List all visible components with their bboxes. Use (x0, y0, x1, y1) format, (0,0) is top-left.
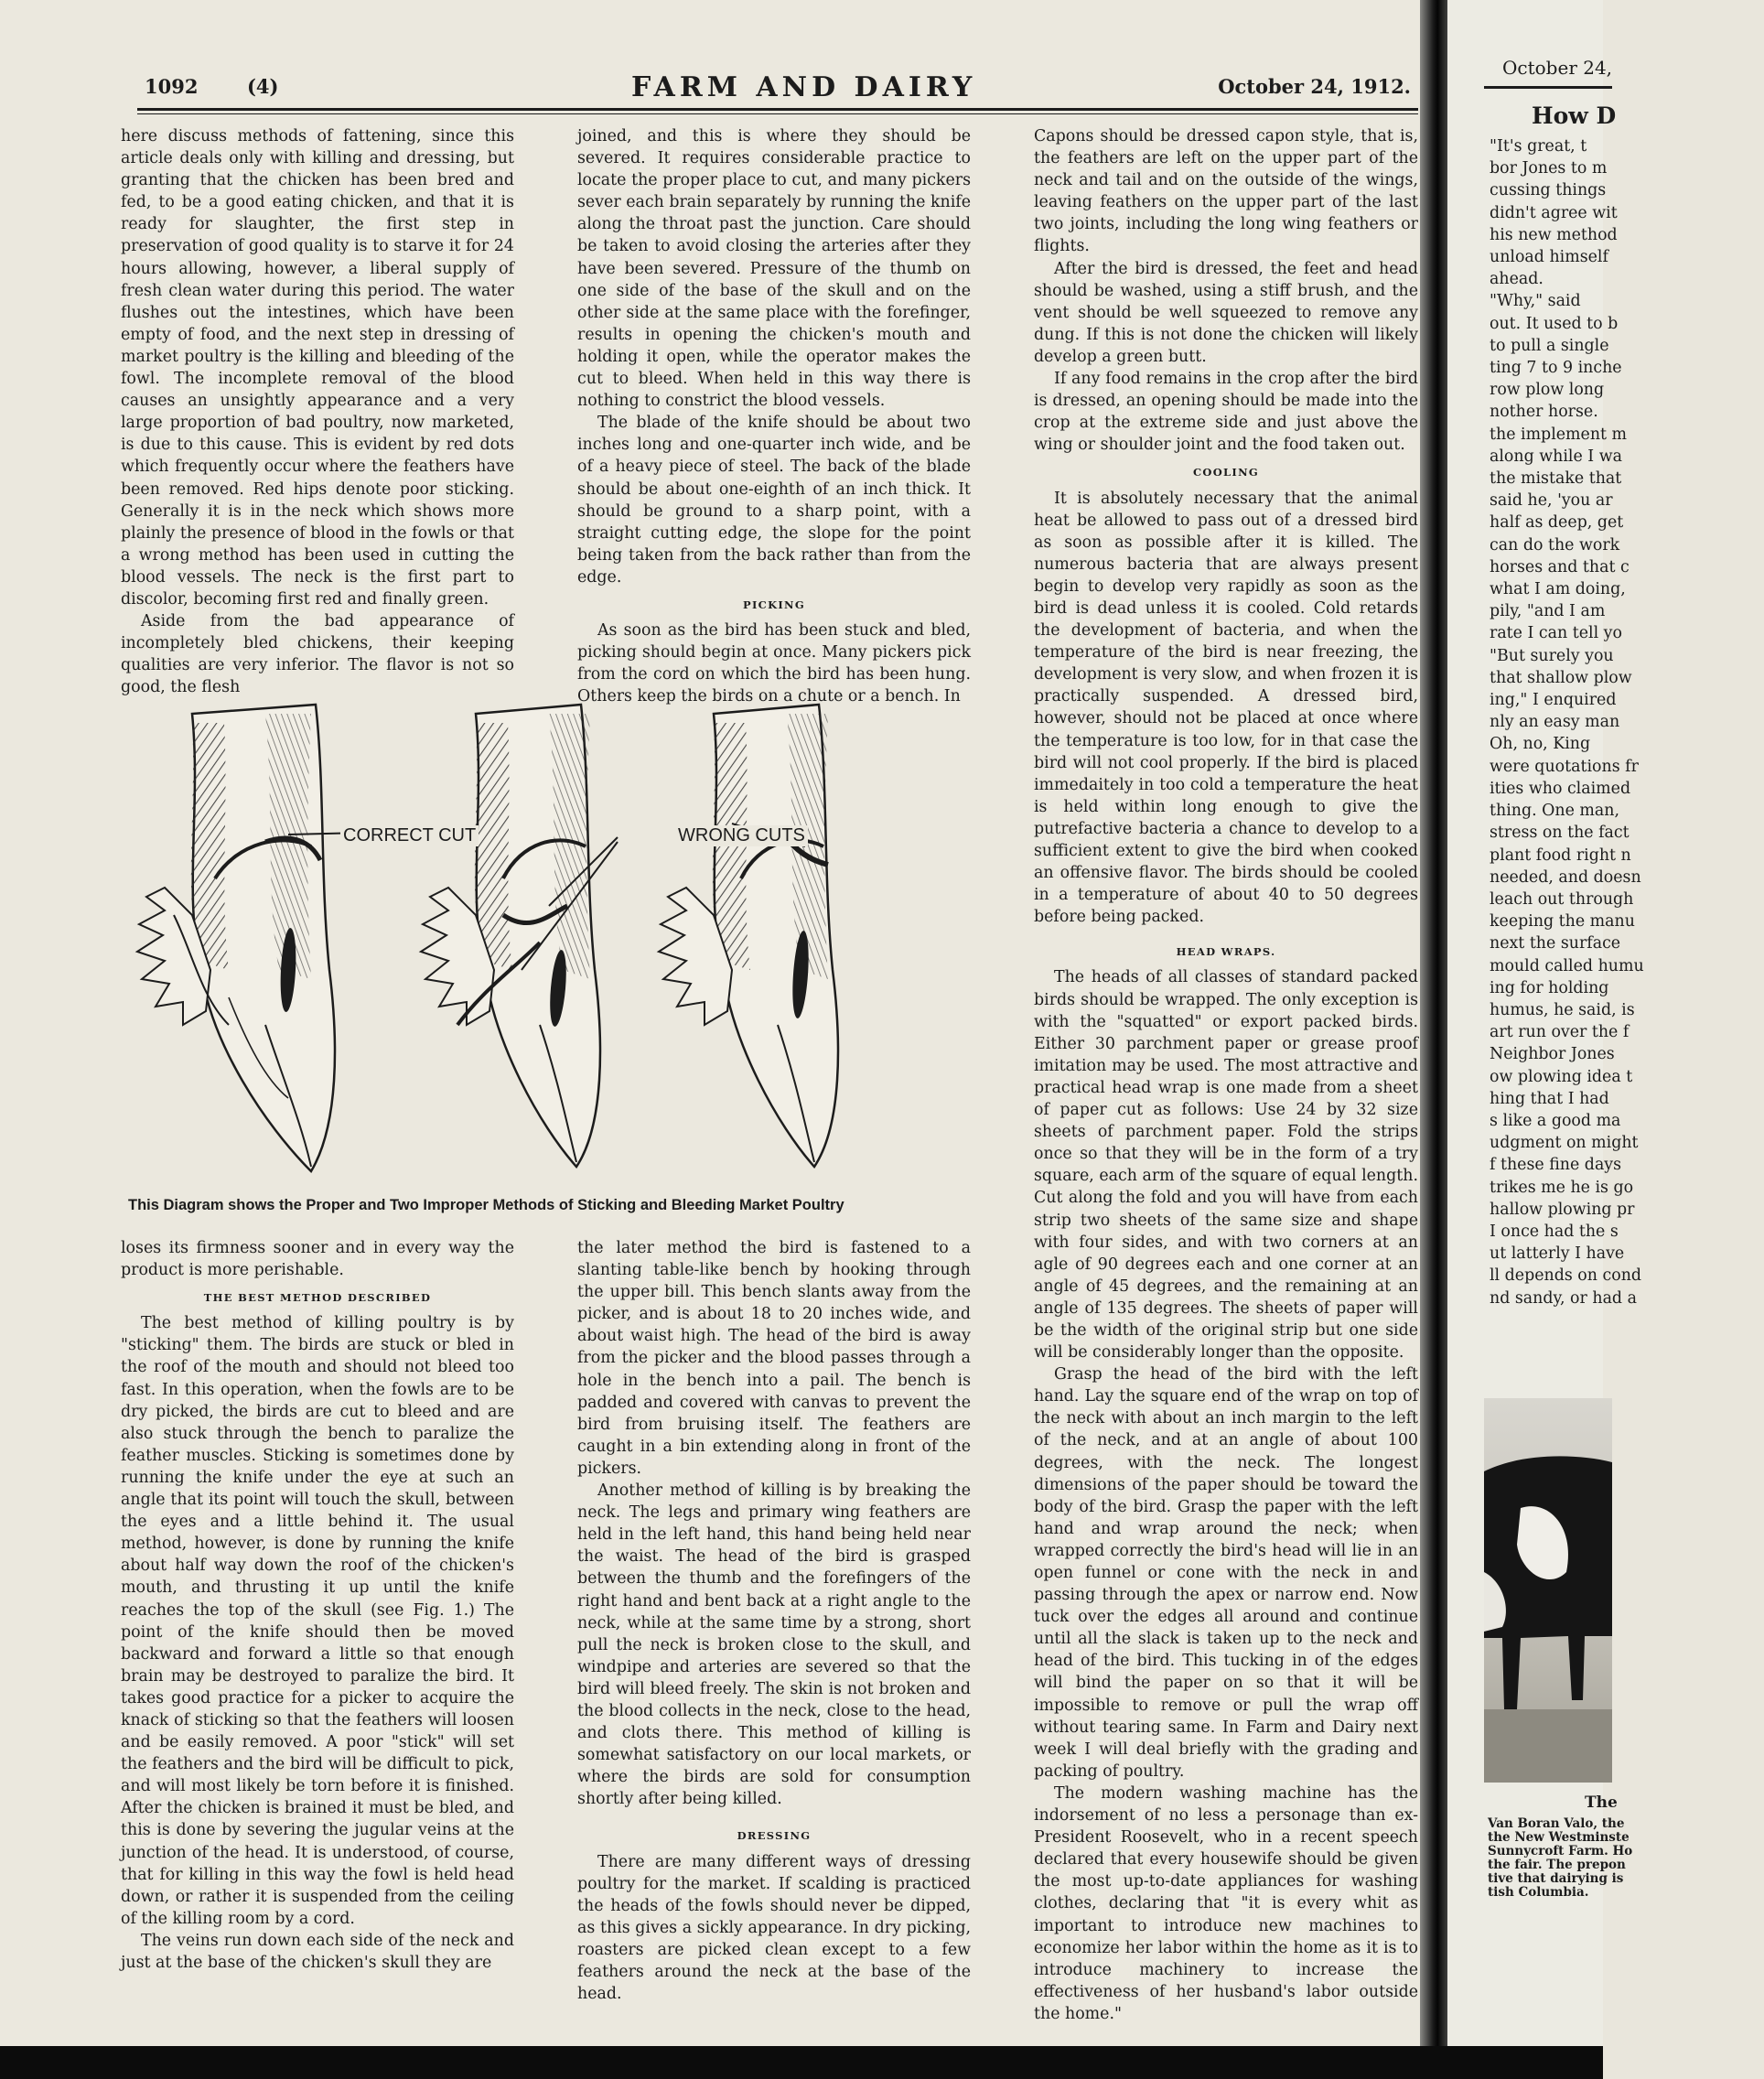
photo-caption-title: The (1585, 1794, 1618, 1812)
paragraph: here discuss methods of fattening, since this article deals only with killing and dressing, but granting that the chicken has been bred and fed, to be a good eating chicken, and that it is ready for slaughter, the first step in preservation of good quality is to starve it for 24 hours allowing, however, a liberal supply of fresh clean water during this period. The water flushes out the intestines, which have been empty of food, and the next step in dressing of market poultry is the killing and bleeding of the fowl. The incomplete removal of the blood causes an unsightly appearance and a very large proportion of bad poultry, now marketed, is due to this cause. This is evident by red dots which frequently occur where the feathers have been removed. Red hips denote poor sticking. Generally it is in the neck which shows more plainly the presence of blood in the fowls or that a wrong method has been used in cutting the blood vessels. The neck is the first part to discolor, becoming first red and finally green. (121, 127, 514, 609)
text-line: nother horse. (1490, 403, 1598, 422)
chicken-head-wrong-1 (421, 705, 618, 1167)
paragraph: As soon as the bird has been stuck and bled, picking should begin at once. Many pickers pick from the cord on which the bird has been hung. Others keep the birds on a chute or a bench. In (577, 621, 971, 706)
facing-page-date: October 24, (1502, 57, 1613, 79)
paragraph: Another method of killing is by breaking the neck. The legs and primary wing feathers are held in the left hand, this hand being held near the waist. The head of the bird is grasped between the thumb and the forefingers of the right hand and bent back at a right angle to the neck, while at the same time by a strong, short pull the neck is broken close to the skull, and windpipe and arteries are severed so that the bird will bleed freely. The skin is not broken and the blood collects in the neck, close to the head, and clots there. This method of killing is somewhat satisfactory on our local markets, or where the birds are sold for consumption shortly after being killed. (577, 1481, 971, 1809)
text-line: nly an easy man (1490, 713, 1620, 732)
issue-date: October 24, 1912. (1218, 75, 1411, 98)
text-line: ut latterly I have (1490, 1244, 1625, 1264)
text-line: that shallow plow (1490, 668, 1632, 687)
text-line: "Why," said (1490, 292, 1581, 311)
paragraph: joined, and this is where they should be severed. It requires considerable practice to locate the proper place to cut, and many pickers sever each brain separately by running the knife along the throat past the junction. Care should be taken to avoid closing the arteries after they have been severed. Pressure of the thumb on one side of the base of the skull and on the other side at the same place with the forefinger, results in opening the chicken's mouth and holding it open, while the operator makes the cut to bleed. When held in this way there is nothing to constrict the blood vessels. (577, 127, 971, 411)
text-line: art run over the f (1490, 1023, 1630, 1042)
text-line: were quotations fr (1490, 757, 1639, 776)
text-line: needed, and doesn (1490, 867, 1641, 887)
poultry-sticking-diagram (128, 695, 997, 1190)
paragraph: The blade of the knife should be about two inches long and one-quarter inch wide, and be of a heavy piece of steel. The back of the blade should be about one-eighth of an inch thick. It should be ground to a sharp point, with a straight cutting edge, the slope for the point being taken from the back rather than from the edge. (577, 414, 971, 587)
text-line: "It's great, t (1490, 137, 1587, 156)
paragraph: There are many different ways of dressing poultry for the market. If scalding is practiced the heads of the fowls should never be dipped, as this gives a sickly appearance. In dry picking, roasters are picked clean except to a few feathers around the neck at the base of the head. (577, 1852, 971, 2004)
text-line: rate I can tell yo (1490, 624, 1622, 643)
text-line: ow plowing idea t (1490, 1067, 1633, 1086)
text-line: said he, 'you ar (1490, 491, 1613, 511)
text-line: bor Jones to m (1490, 159, 1608, 178)
text-line: I once had the s (1490, 1222, 1619, 1241)
text-line: Neighbor Jones (1490, 1045, 1615, 1064)
paragraph: Capons should be dressed capon style, that is, the feathers are left on the upper part of the neck and tail and on the outside of the wings, leaving feathers on the upper part of the last two joints, including the long wing feathers or flights. (1034, 127, 1418, 256)
text-line: mould called humu (1490, 956, 1644, 975)
text-line: can do the work (1490, 535, 1620, 555)
text-line: keeping the manu (1490, 912, 1635, 932)
text-line: f these fine days (1490, 1156, 1622, 1175)
column-1-top (121, 125, 514, 697)
facing-page-headline: How D (1532, 102, 1617, 129)
text-line: next the surface (1490, 934, 1621, 953)
page-header (137, 71, 1418, 108)
chicken-head-wrong-2 (659, 705, 838, 1167)
text-line: along while I wa (1490, 447, 1622, 466)
chicken-heads-illustration (128, 695, 997, 1190)
page-number: 1092 (145, 75, 199, 98)
paragraph: After the bird is dressed, the feet and head should be washed, using a stiff brush, and the vent should be well squeezed to remove any dung. If this is not done the chicken will likely develop a green butt. (1034, 259, 1418, 366)
text-line: ities who claimed (1490, 779, 1631, 798)
paragraph: The veins run down each side of the neck and just at the base of the chicken's skull they are (121, 1931, 514, 1972)
text-line: cussing things (1490, 181, 1607, 200)
paragraph: The modern washing machine has the indorsement of no less a personage than ex-President Roosevelt, who in a recent speech declared that every housewife should be given the most up-to-date appliances for washing clothes, declaring that "it is every whit as important to introduce new machines to economize her labor within the home as it is to introduce machinery to increase the effectiveness of her husband's labor outside the home." (1034, 1783, 1418, 2023)
text-line: didn't agree wit (1490, 203, 1618, 222)
caption-line: Sunnycroft Farm. Ho (1488, 1844, 1633, 1858)
text-line: leach out through (1490, 889, 1634, 909)
text-line: half as deep, get (1490, 513, 1624, 533)
header-rule-thin (137, 113, 1418, 114)
text-line: trikes me he is go (1490, 1178, 1634, 1197)
text-line: hallow plowing pr (1490, 1200, 1635, 1219)
paragraph: Grasp the head of the bird with the left hand. Lay the square end of the wrap on top of the neck with about an inch margin to the left of the neck, and at an angle of about 100 degrees, with the neck. The longest dimensions of the paper should be toward the body of the bird. Grasp the paper with the left hand and wrap around the neck; when wrapped correctly the bird's head will lie in an open funnel or cone with the neck in and passing through the apex or narrow end. Now tuck over the edges all around and continue until all the slack is taken up to the neck and head of the bird. This tucking in of the edges will bind the paper on so that it will be impossible to remove or pull the wrap off without tearing same. In Farm and Dairy next week I will deal briefly with the grading and packing of poultry. (1034, 1365, 1418, 1781)
text-line: horses and that c (1490, 557, 1630, 576)
label-correct-cut: CORRECT CUT (340, 825, 479, 846)
cow-silhouette (1484, 1398, 1612, 1783)
text-line: ll depends on cond (1490, 1266, 1642, 1286)
text-line: hing that I had (1490, 1089, 1609, 1108)
text-line: the implement m (1490, 425, 1628, 444)
facing-page-text (1490, 135, 1764, 1309)
text-line: ahead. (1490, 270, 1544, 289)
column-2-top (577, 125, 971, 706)
text-line: pily, "and I am (1490, 602, 1606, 621)
text-line: unload himself (1490, 248, 1608, 267)
facing-page (1447, 0, 1644, 2046)
paragraph: It is absolutely necessary that the animal heat be allowed to pass out of a dressed bird as soon as possible after it is killed. The numerous bacteria that are always present begin to develop very rapidly as soon as the bird is dead unless it is cooled. Cold retards the development of bacteria, and when the temperature of the bird is near freezing, the development is very slow, and when frozen it is practically suspended. A dressed bird, however, should not be placed at once where the temperature is too low, for in that case the bird will not cool properly. If the bird is placed immedaitely in too cold a temperature the heat is held within long enough to give the putrefactive bacteria a chance to develop to a sufficient extent to give the bird when cooked an offensive flavor. The birds should be cooled in a temperature of about 40 to 50 degrees before being packed. (1034, 489, 1418, 927)
paragraph: the later method the bird is fastened to a slanting table-like bench by hooking through the upper bill. This bench slants away from the picker, and is about 18 to 20 inches wide, and about waist high. The head of the bird is away from the picker and the blood passes through a hole in the bench into a pail. The bench is padded and covered with canvas to prevent the bird from bruising itself. The feathers are caught in a bin extending along in front of the pickers. (577, 1239, 971, 1478)
caption-line: tish Columbia. (1488, 1885, 1589, 1900)
masthead: FARM AND DAIRY (631, 71, 977, 103)
text-line: ting 7 to 9 inche (1490, 359, 1622, 378)
photo-caption (1488, 1817, 1689, 1900)
scan-bottom-edge (0, 2046, 1603, 2079)
paragraph: loses its firmness sooner and in every way the product is more perishable. (121, 1239, 514, 1280)
paragraph: The heads of all classes of standard packed birds should be wrapped. The only exception is with the "squatted" or export packed birds. Either 30 parchment paper or grease proof imitation may be used. The most attractive and practical head wrap is one made from a sheet of paper cut as follows: Use 24 by 32 size sheets of parchment paper. Fold the strips once so that they will be in the form of a try square, each arm of the square of equal length. Cut along the fold and you will have from each strip two sheets of the same size and shape with four sides, and with two corners at an agle of 90 degrees each and one corner at an angle of 45 degrees, and the remaining at an angle of 135 degrees. The sheets of paper will be the width of the original strip but one side will be considerably longer than the opposite. (1034, 968, 1418, 1363)
label-wrong-cuts: WRONG CUTS (675, 825, 808, 846)
paragraph: The best method of killing poultry is by "sticking" them. The birds are stuck or bled in the roof of the mouth and should not bleed too fast. In this operation, when the fowls are to be dry picked, the birds are cut to bleed and are also stuck through the bench to paralize the feather muscles. Sticking is sometimes done by running the knife under the eye at such an angle that its point will touch the skull, between the eyes and a little behind it. The usual method, however, is done by running the knife about half way down the roof of the chicken's mouth, and thrusting it up until the knife reaches the top of the skull (see Fig. 1.) The point of the knife should then be moved backward and forward a little so that enough brain may be destroyed to paralize the bird. It takes good practice for a picker to acquire the knack of sticking so that the feathers will loosen and be easily removed. A poor "stick" will set the feathers and the bird will be difficult to pick, and will most likely be torn before it is finished. After the chicken is brained it must be bled, and this is done by severing the jugular veins at the junction of the head. It is understood, of course, that for killing in this way the fowl is held head down, or rather it is suspended from the ceiling of the killing room by a cord. (121, 1314, 514, 1928)
column-2-bottom (577, 1237, 971, 2042)
caption-line: the New Westminste (1488, 1830, 1630, 1845)
text-line: s like a good ma (1490, 1111, 1621, 1130)
text-line: what I am doing, (1490, 580, 1626, 599)
text-line: thing. One man, (1490, 802, 1620, 821)
text-line: out. It used to b (1490, 314, 1619, 333)
paragraph: If any food remains in the crop after the bird is dressed, an opening should be made into the crop at the extreme side and just above the wing or shoulder joint and the food taken out. (1034, 370, 1418, 455)
column-3 (1034, 125, 1418, 2029)
cow-photograph (1484, 1398, 1612, 1783)
text-line: Oh, no, King (1490, 735, 1591, 754)
section-heading-picking: PICKING (743, 598, 805, 611)
section-heading-head-wraps: HEAD WRAPS. (1176, 945, 1276, 959)
section-heading-best-method: THE BEST METHOD DESCRIBED (203, 1291, 432, 1305)
header-rule (137, 108, 1418, 111)
text-line: nd sandy, or had a (1490, 1288, 1637, 1308)
column-1-bottom (121, 1237, 514, 2042)
chicken-head-correct (137, 705, 361, 1171)
text-line: "But surely you (1490, 646, 1614, 665)
binding-gutter (1420, 0, 1449, 2046)
text-line: ing," I enquired (1490, 691, 1617, 710)
figure-caption: This Diagram shows the Proper and Two Improper Methods of Sticking and Bleeding Market Poultry (128, 1197, 844, 1213)
text-line: udgment on might (1490, 1134, 1639, 1153)
text-line: ing for holding (1490, 978, 1609, 997)
text-line: his new method (1490, 225, 1618, 244)
paragraph: Aside from the bad appearance of incompletely bled chickens, their keeping qualities are very inferior. The flavor is not so good, the flesh (121, 612, 514, 697)
caption-line: Van Boran Valo, the (1488, 1816, 1625, 1831)
text-line: to pull a single (1490, 336, 1609, 355)
facing-page-rule (1484, 86, 1612, 89)
caption-line: tive that dairying is (1488, 1871, 1624, 1886)
section-number: (4) (247, 75, 279, 98)
text-line: plant food right n (1490, 846, 1631, 865)
text-line: row plow long (1490, 381, 1605, 400)
section-heading-dressing: DRESSING (737, 1829, 812, 1843)
text-line: the mistake that (1490, 469, 1622, 489)
text-line: humus, he said, is (1490, 1000, 1635, 1019)
section-heading-cooling: COOLING (1192, 466, 1260, 479)
caption-line: the fair. The prepon (1488, 1858, 1626, 1872)
text-line: stress on the fact (1490, 824, 1630, 843)
